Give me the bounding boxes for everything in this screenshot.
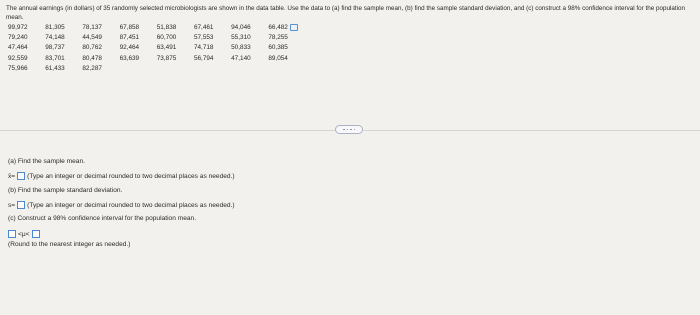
part-a-label: (a) Find the sample mean. (8, 158, 85, 165)
table-cell: 73,875 (156, 54, 177, 62)
part-b-label: (b) Find the sample standard deviation. (8, 187, 123, 194)
table-row (8, 22, 306, 32)
data-table (8, 22, 306, 74)
table-row (8, 64, 306, 74)
mean-input[interactable] (17, 172, 25, 180)
table-cell: 80,762 (82, 44, 102, 52)
part-c-answer-row (8, 230, 42, 238)
table-cell: 80,478 (82, 54, 102, 62)
table-cell: 99,972 (8, 23, 28, 31)
table-cell: 67,461 (193, 23, 214, 31)
mu-inequality: <μ< (18, 230, 30, 238)
table-row (8, 32, 306, 42)
table-cell: 82,287 (82, 65, 102, 73)
table-cell: 74,718 (193, 44, 214, 52)
table-cell: 83,701 (45, 54, 65, 62)
dot-icon (354, 129, 356, 131)
table-cell (268, 64, 305, 74)
table-cell (231, 64, 268, 74)
table-cell: 60,700 (156, 34, 177, 42)
table-cell: 94,046 (231, 23, 251, 31)
table-cell: 75,966 (8, 65, 28, 73)
table-cell: 66,482 (268, 22, 305, 32)
table-cell (157, 64, 194, 74)
table-cell: 67,858 (119, 23, 140, 31)
table-cell: 92,559 (8, 54, 28, 62)
table-cell: 56,794 (193, 54, 214, 62)
table-cell: 79,240 (8, 34, 28, 42)
table-cell: 78,255 (268, 34, 288, 42)
table-cell: 81,305 (45, 23, 65, 31)
lower-bound-input[interactable] (8, 230, 16, 238)
table-cell (194, 64, 231, 74)
std-dev-symbol: s= (8, 201, 16, 209)
table-cell: 51,838 (156, 23, 177, 31)
part-b-hint: (Type an integer or decimal rounded to two decimal places as needed.) (27, 201, 235, 209)
upper-bound-input[interactable] (32, 230, 40, 238)
table-cell: 44,549 (82, 34, 102, 42)
table-cell: 74,148 (45, 34, 65, 42)
table-cell: 87,451 (119, 34, 140, 42)
problem-statement: The annual earnings (in dollars) of 35 randomly selected microbiologists are shown in the data table. Use the data to (a) find the sample mean, (b) find the sample standard deviation, and (c) construct a 98% confidence interval for the population mean. (6, 5, 686, 21)
table-cell: 92,464 (119, 44, 140, 52)
table-cell: 98,737 (45, 44, 65, 52)
table-cell: 60,385 (268, 44, 288, 52)
part-c-label: (c) Construct a 98% confidence interval for the population mean. (8, 215, 197, 222)
dot-icon (350, 129, 352, 131)
table-cell: 47,140 (231, 54, 251, 62)
table-cell: 57,553 (193, 34, 214, 42)
expand-button[interactable] (335, 125, 363, 134)
table-row (8, 53, 306, 63)
copy-icon[interactable] (290, 24, 298, 31)
table-row (8, 43, 306, 53)
table-cell: 63,491 (156, 44, 177, 52)
part-b-answer-row (8, 201, 235, 209)
table-cell: 61,433 (45, 65, 65, 73)
std-dev-input[interactable] (17, 201, 25, 209)
part-a-answer-row (8, 172, 235, 180)
dot-icon (343, 129, 345, 131)
mean-symbol: x̄= (8, 172, 16, 180)
table-cell: 63,639 (119, 54, 140, 62)
table-cell: 89,054 (268, 54, 288, 62)
part-c-hint: (Round to the nearest integer as needed.) (8, 241, 131, 248)
dot-icon (347, 129, 349, 131)
table-cell: 78,137 (82, 23, 102, 31)
part-a-hint: (Type an integer or decimal rounded to two decimal places as needed.) (27, 172, 235, 180)
table-cell (120, 64, 157, 74)
table-cell: 50,833 (231, 44, 251, 52)
table-cell: 55,310 (231, 34, 251, 42)
table-cell: 47,464 (8, 44, 28, 52)
